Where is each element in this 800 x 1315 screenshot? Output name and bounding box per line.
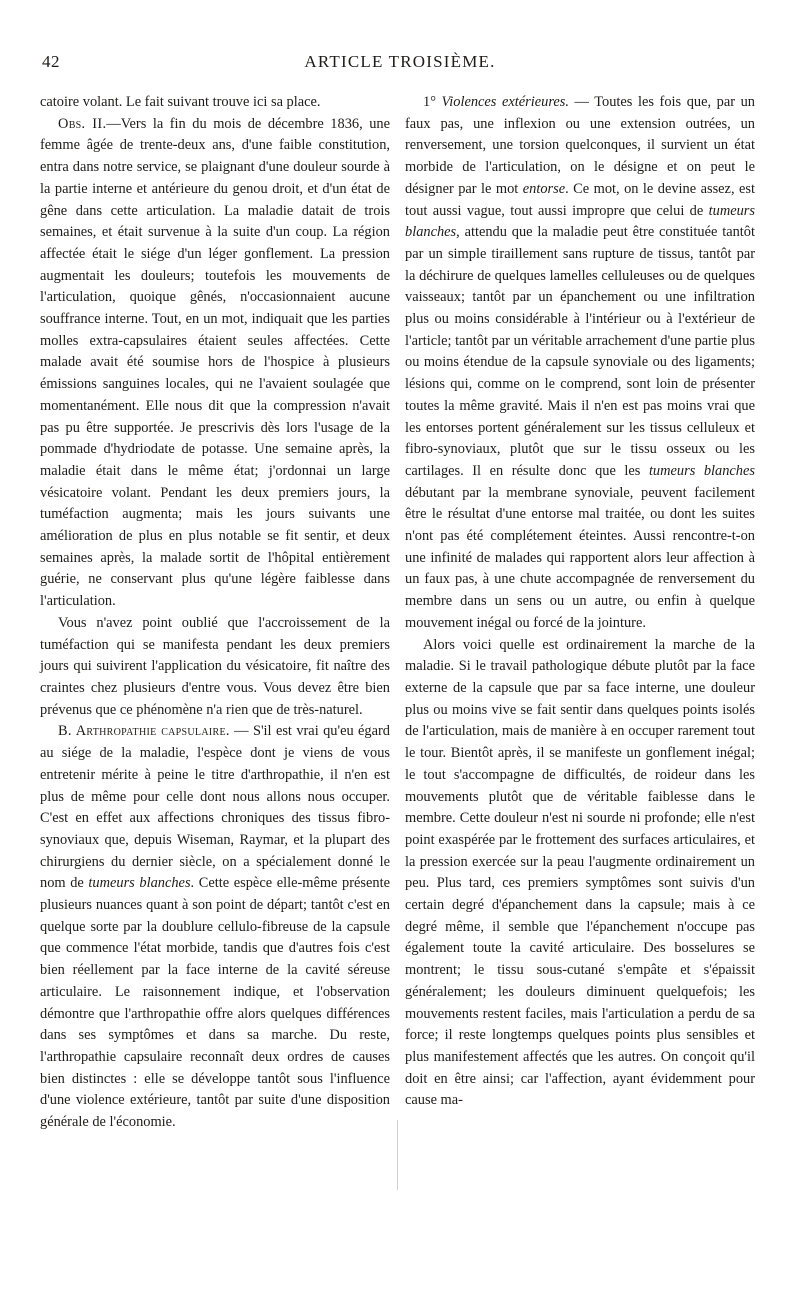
section-paragraph xyxy=(40,721,390,1133)
paragraph-text: , attendu que la maladie peut être constituée tantôt par un simple tiraillement sans rupture de tissus, tantôt par la déchirure de quelques lamelles celluleuses ou de quelques vaisseaux; tantôt par un épanchement ou une infiltration plus ou moins considérable à l'intérieur ou à l'extérieur de l'article; tantôt par un véritable arrachement d'une partie plus ou moins étendue de la capsule synoviale ou des ligaments; lésions qui, comme on le comprend, sont loin de présenter toutes la même gravité. Mais il n'en est pas moins vrai que les entorses portent généralement sur les tissus celluleux et fibro-synoviaux, plutôt que sur le tissu osseux ou les cartilages. Il en résulte donc que les xyxy=(405,224,755,479)
observation-paragraph xyxy=(40,114,390,613)
paragraph xyxy=(40,613,390,722)
running-title: ARTICLE TROISIÈME. xyxy=(304,52,496,71)
right-column xyxy=(405,92,755,1112)
paragraph-text: . Cette espèce elle-même présente plusieurs nuances quant à son point de départ; tantôt c'est en quelque sorte par la doublure cellulo-fibreuse de la capsule que commence l'état morbide, tandis que d'autres fois c'est bien réellement par la face interne de la cavité séreuse articulaire. Le raisonnement indique, et l'observation démontre que l'arthropathie offre alors quelques différences dans ses symptômes et dans sa marche. Du reste, l'arthropathie capsulaire reconnaît deux ordres de causes bien distinctes : elle se développe tantôt sous l'influence d'une violence extérieure, tantôt par suite d'une disposition générale de l'économie. xyxy=(40,875,390,1131)
paragraph-text: . Ce mot, on le devine assez, est tout aussi vague, tout aussi impropre que celui de xyxy=(405,180,755,219)
paragraph-text: Alors voici quelle est ordinairement la marche de la maladie. Si le travail pathologique débute plutôt par la face externe de la capsule que par sa face interne, une douleur plus ou moins vive se fait sentir dans quelques points isolés de l'articulation, mais de manière à en occuper rarement tout le tour. Bientôt après, il se manifeste un gonflement inégal; le tout s'accompagne de difficultés, de roideur dans les mouvements plutôt que de véritable faiblesse dans le membre. Cette douleur n'est ni sourde ni profonde; elle n'est point exaspérée par le frottement des surfaces articulaires, et la pression exercée sur la peau l'augmente ordinairement un peu. Plus tard, ces premiers symptômes sont suivis d'un certain degré d'épanchement dans la capsule; mais à ce degré même, il semble que l'épanchement n'occupe pas également toute la cavité articulaire. Des bosselures se montrent; le tissu sous-cutané s'empâte et s'épaissit généralement; les douleurs diminuent quelquefois; les mouvements restent faciles, mais l'articulation a perdu de sa force; il reste longtemps quelques points plus sensibles et plus manifestement affectés que les autres. On conçoit qu'il doit en être ainsi; car l'affection, ayant évidemment pour cause ma- xyxy=(405,636,755,1109)
paragraph-text: — S'il est vrai qu'eu égard au siége de la maladie, l'espèce dont je viens de vous entretenir mérite à peine le titre d'arthropathie, il n'en est plus de même pour celle dont nous allons nous occuper. C'est en effet aux affections chroniques des tissus fibro-synoviaux que, depuis Wiseman, Raymar, et la plupart des chirurgiens du dernier siècle, on a spécialement donné le nom de xyxy=(40,723,391,892)
paragraph-text: —Vers la fin du mois de décembre 1836, une femme âgée de trente-deux ans, d'une faible constitution, entra dans notre service, se plaignant d'une douleur sourde à la partie interne et antérieure du genou droit, et d'un état de gêne dans cette articulation. La maladie datait de trois semaines, et était survenue à la suite d'un coup. La région affectée était le siége d'un léger gonflement. La pression augmentait les douleurs; toutefois les mouvements de l'articulation, quoique gênés, n'occasionnaient aucune souffrance interne. Tout, en un mot, indiquait que les parties molles extra-capsulaires étaient seules affectées. Cette malade avait été soumise hors de l'hospice à plusieurs émissions sanguines locales, qui ne l'avaient soulagée que momentanément. Elle nous dit que la compression n'avait pas pu être supportée. Je prescrivis dès lors l'usage de la pommade d'hydriodate de potasse. Une semaine après, la maladie était dans le même état; j'ordonnai un large vésicatoire volant. Pendant les deux premiers jours, la tuméfaction augmenta; mais les jours suivants une amélioration de plus en plus notable se fit sentir, et deux semaines après, la malade sortit de l'hôpital entièrement guérie, ne conservant plus qu'une légère faiblesse dans l'articulation. xyxy=(40,115,390,610)
italic-term: entorse xyxy=(522,180,566,197)
subsection-number: 1° xyxy=(423,94,442,110)
paragraph-text: débutant par la membrane synoviale, peuvent facilement être le résultat d'une entorse mal traitée, ou dont les suites n'ont pas été complétement éteintes. Aussi rencontre-t-on une infinité de malades qui rapportent alors leur affection à un faux pas, à une chute accompagnée de renversement du membre dans un sens ou un autre, ou enfin à quelque mouvement inégal ou forcé de la jointure. xyxy=(405,484,755,631)
paragraph xyxy=(405,635,755,1112)
column-divider xyxy=(397,1120,398,1190)
italic-term: tumeurs blanches xyxy=(405,202,755,241)
observation-label: Obs. II. xyxy=(58,115,107,132)
left-column xyxy=(40,92,390,1134)
paragraph-text: — Toutes les fois que, par un faux pas, une inflexion ou une extension outrées, un renversement, une torsion quelconques, il survient un état morbide de l'articulation, on le désigne et on peut le désigner par le mot xyxy=(405,94,755,197)
page-header xyxy=(40,52,760,76)
paragraph-continuation xyxy=(40,92,390,114)
paragraph-text: Vous n'avez point oublié que l'accroissement de la tuméfaction qui se manifesta pendant les deux premiers jours qui suivirent l'application du vésicatoire, fit naître des craintes chez plusieurs d'entre vous. Vous devez être bien prévenus que ce phénomène n'a rien que de très-naturel. xyxy=(40,614,390,718)
section-label: B. Arthropathie capsulaire. xyxy=(58,723,230,740)
paragraph-text: catoire volant. Le fait suivant trouve ici sa place. xyxy=(40,94,321,110)
subsection-label: Violences extérieures. xyxy=(441,94,569,110)
subsection-paragraph xyxy=(405,92,755,635)
italic-term: tumeurs blanches xyxy=(648,462,755,479)
page-number: 42 xyxy=(42,52,60,71)
italic-term: tumeurs blanches xyxy=(88,875,191,892)
